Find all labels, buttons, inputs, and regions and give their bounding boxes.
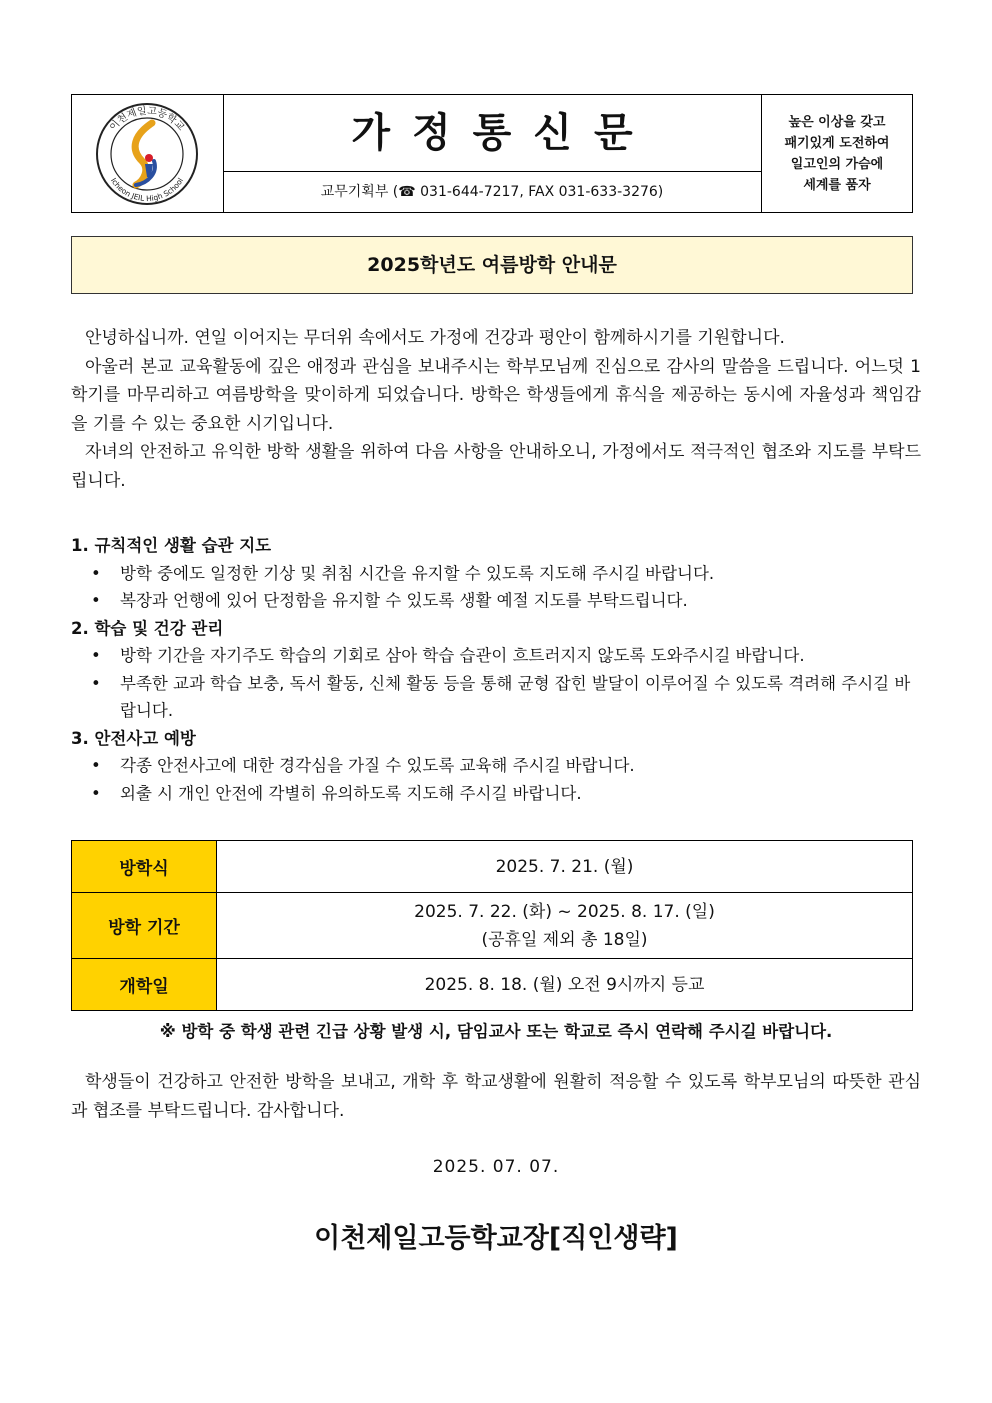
emergency-note: ※ 방학 중 학생 관련 긴급 상황 발생 시, 담임교사 또는 학교로 즉시 연락해 주시길 바랍니다. xyxy=(159,1022,833,1041)
intro-paragraph: 아울러 본교 교육활동에 깊은 애정과 관심을 보내주시는 학부모님께 진심으로 감사의 말씀을 드립니다. 어느덧 1학기를 마무리하고 여름방학을 맞이하게 되었습니다. 방학은 학생들에게 휴식을 제공하는 동시에 자율성과 책임감을 기를 수 있는 중요한 시기입니다. xyxy=(71,356,921,434)
bullet-icon: • xyxy=(91,783,101,803)
motto-line: 일고인의 가슴에 xyxy=(790,157,884,172)
list-item: • 각종 안전사고에 대한 경각심을 가질 수 있도록 교육해 주시길 바랍니다. xyxy=(71,752,921,780)
period-note: (공휴일 제외 총 18일) xyxy=(481,929,648,950)
bullet-icon: • xyxy=(91,756,101,775)
logo-text-bottom: Icheon JEIL High School xyxy=(108,176,186,204)
closing-text xyxy=(71,1068,921,1126)
logo-text-top: 이천제일고등학교 xyxy=(107,105,187,134)
list-item: • 복장과 언행에 있어 단정함을 유지할 수 있도록 생활 예절 지도를 부탁드립니다. xyxy=(71,587,921,615)
issue-date: 2025. 07. 07. xyxy=(432,1157,560,1177)
ceremony-label: 방학식 xyxy=(72,841,217,893)
ceremony-value: 2025. 7. 21. (월) xyxy=(217,841,913,893)
intro-text xyxy=(71,324,921,495)
period-cell xyxy=(217,893,913,959)
closing-paragraph: 학생들이 건강하고 안전한 방학을 보내고, 개학 후 학교생활에 원활히 적응할 수 있도록 학부모님의 따뜻한 관심과 협조를 부탁드립니다. 감사합니다. xyxy=(71,1072,921,1121)
list-item: • 부족한 교과 학습 보충, 독서 활동, 신체 활동 등을 통해 균형 잡힌 발달이 이루어질 수 있도록 격려해 주시길 바랍니다. xyxy=(71,670,921,725)
table-row xyxy=(72,841,913,893)
bullet-icon: • xyxy=(91,591,101,610)
list-item: • 외출 시 개인 안전에 각별히 유의하도록 지도해 주시길 바랍니다. xyxy=(71,780,921,808)
opening-value: 2025. 8. 18. (월) 오전 9시까지 등교 xyxy=(217,959,913,1011)
logo-cell xyxy=(72,95,224,212)
list-item: • 방학 중에도 일정한 기상 및 취침 시간을 유지할 수 있도록 지도해 주시길 바랍니다. xyxy=(71,560,921,588)
guidance-list xyxy=(71,532,921,807)
bullet-icon: • xyxy=(91,673,101,693)
period-label: 방학 기간 xyxy=(72,893,217,959)
intro-paragraph: 자녀의 안전하고 유익한 방학 생활을 위하여 다음 사항을 안내하오니, 가정에서도 적극적인 협조와 지도를 부탁드립니다. xyxy=(71,442,921,491)
motto-line: 세계를 품자 xyxy=(803,178,871,193)
letterhead xyxy=(71,94,913,213)
title-cell xyxy=(223,95,762,172)
bullet-icon: • xyxy=(91,646,101,665)
section-title: 3. 안전사고 예방 xyxy=(71,728,196,748)
notice-title: 2025학년도 여름방학 안내문 xyxy=(71,236,913,294)
school-logo xyxy=(90,101,204,207)
school-motto xyxy=(762,95,912,212)
department-contact: 교무기획부 (☎ 031-644-7217, FAX 031-633-3276) xyxy=(223,172,762,212)
motto-line: 높은 이상을 갖고 xyxy=(788,115,886,130)
table-row xyxy=(72,959,913,1011)
signer: 이천제일고등학교장[직인생략] xyxy=(314,1223,678,1254)
motto-line: 패기있게 도전하여 xyxy=(784,136,890,151)
intro-paragraph: 안녕하십니까. 연일 이어지는 무더위 속에서도 가정에 건강과 평안이 함께하시기를 기원합니다. xyxy=(85,328,785,348)
table-row xyxy=(72,893,913,959)
section-title: 2. 학습 및 건강 관리 xyxy=(71,618,224,638)
page-title: 가정통신문 xyxy=(351,110,655,156)
list-item: • 방학 기간을 자기주도 학습의 기회로 삼아 학습 습관이 흐트러지지 않도록 도와주시길 바랍니다. xyxy=(71,642,921,670)
bullet-icon: • xyxy=(91,563,101,583)
section-title: 1. 규칙적인 생활 습관 지도 xyxy=(71,536,272,555)
schedule-table xyxy=(71,840,913,1011)
period-value: 2025. 7. 22. (화) ~ 2025. 8. 17. (일) xyxy=(414,901,715,922)
opening-label: 개학일 xyxy=(72,959,217,1011)
